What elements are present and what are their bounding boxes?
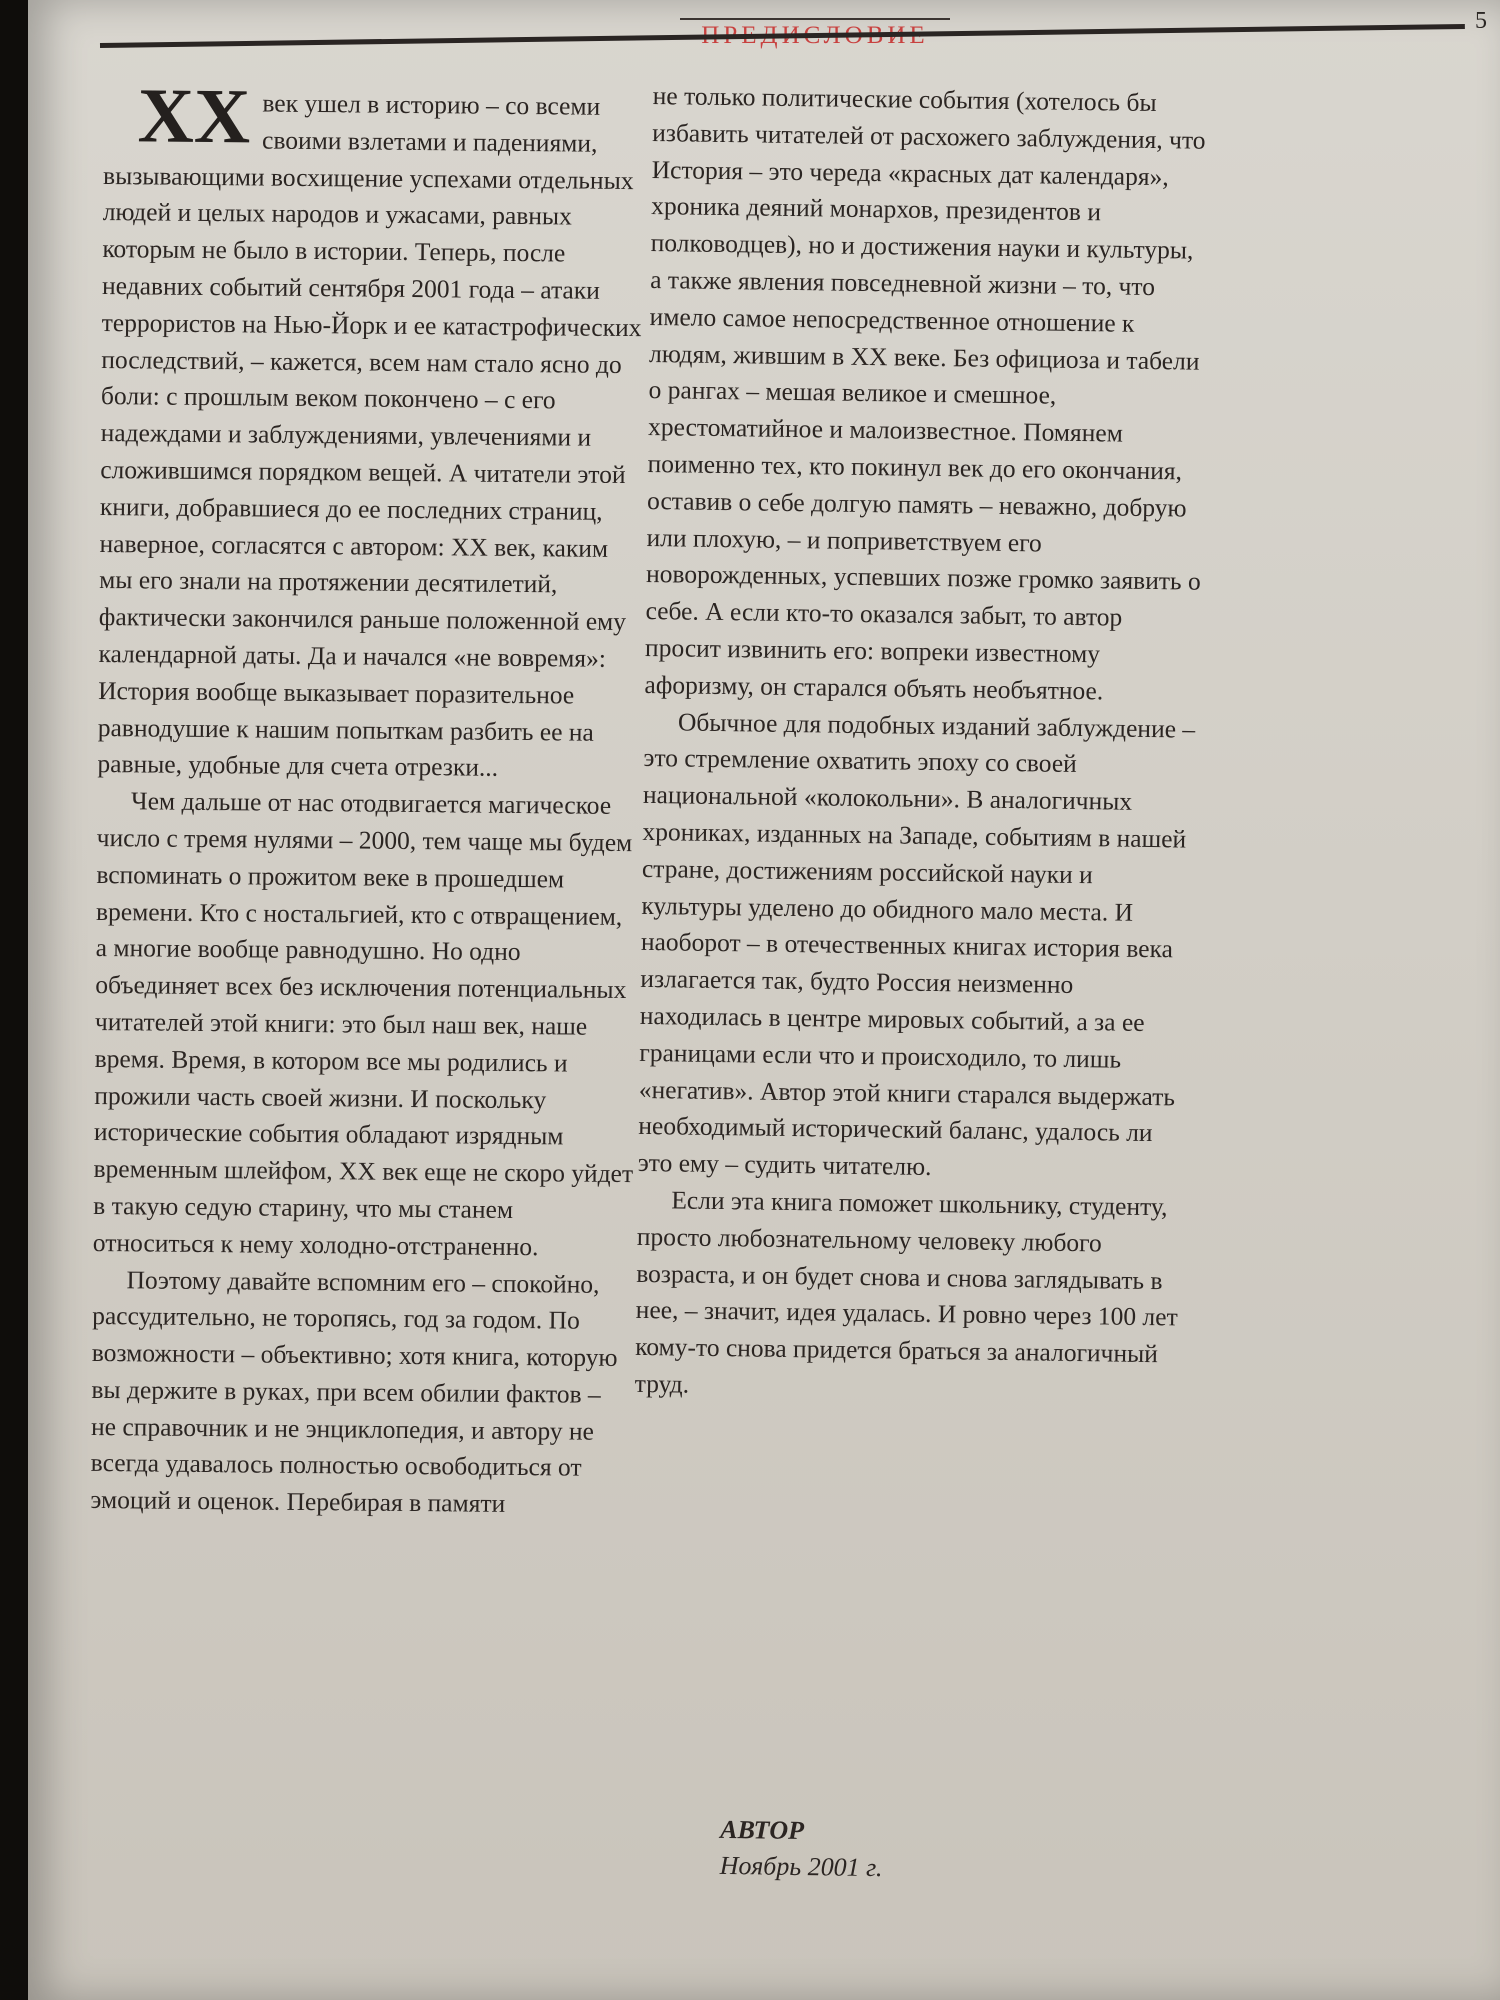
header-thin-rule [680,18,950,20]
page-number: 5 [1475,8,1487,34]
paragraph: Обычное для подобных изданий заблуждение – это стремление охватить эпоху со своей национальной «колокольни». В аналогичных хрониках, изданных на Западе, событиям в нашей стране, достижениям российской науки и культуры уделено до обидного мало места. И наоборот – в отечественных книгах история века излагается так, будто Россия неизменно находилась в центре мировых событий, а за ее границами если что и происходило, то лишь «негатив». Автор этой книги старался выдержать необходимый исторический баланс, удалось ли это ему – судить читателю. [637,706,1196,1182]
signature-author: АВТОР [720,1814,805,1846]
paragraph: Поэтому давайте вспомним его – спокойно, рассудительно, не торопясь, год за годом. По возможности – объективно; хотя книга, которую вы держите в руках, при всем обилии фактов – не справочник и не энциклопедия, и автору не всегда удавалось полностью освободиться от эмоций и оценок. Перебирая в памяти [90,1264,618,1519]
signature-date: Ноябрь 2001 г. [719,1850,883,1883]
paragraph [97,71,644,788]
left-column [90,71,644,1524]
paragraph: Чем дальше от нас отодвигается магическое число с тремя нулями – 2000, тем чаще мы будем вспоминать о прожитом веке в прошедшем времени. Кто с ностальгией, кто с отвращением, а многие вообще равнодушно. Но одно объединяет всех без исключения потенциальных читателей этой книги: это был наш век, наше время. Время, в котором все мы родились и прожили часть своей жизни. И поскольку исторические события обладают изрядным временным шлейфом, XX век еще не скоро уйдет в такую седую старину, что мы станем относиться к нему холодно-отстраненно. [92,786,634,1261]
paragraph: Если эта книга поможет школьнику, студенту, просто любознательному человеку любого возраста, и он будет снова и снова заглядывать в нее, – значит, идея удалась. И ровно через 100 лет кому-то снова придется браться за аналогичный труд. [634,1185,1178,1399]
right-column [635,78,1208,1410]
signature [720,1812,884,1886]
paragraph-text: век ушел в историю – со всеми своими взлетами и падениями, вызывающими восхищение успехами отдельных людей и целых народов и ужасами, равных которым не было в истории. Теперь, после недавних событий сентября 2001 года – атаки террористов на Нью-Йорк и ее катастрофических последствий, – кажется, всем нам стало ясно до боли: с прошлым веком покончено – с его надеждами и заблуждениями, увлечениями и сложившимся порядком вещей. А читатели этой книги, добравшиеся до ее последних страниц, наверное, согласятся с автором: XX век, каким мы его знали на протяжении десятилетий, фактически закончился раньше положенной ему календарной даты. Да и начался «не вовремя»: История вообще выказывает поразительное равнодушие к нашим попыткам разбить ее на равные, удобные для счета отрезки... [97,88,642,783]
paragraph: не только политические события (хотелось бы избавить читателей от расхожего заблуждения, что История – это череда «красных дат календаря», хроника деяний монархов, президентов и полководцев), но и достижения науки и культуры, а также явления повседневной жизни – то, что имело самое непосредственное отношение к людям, жившим в XX веке. Без официоза и табели о рангах – мешая великое и смешное, хрестоматийное и малоизвестное. Помянем поименно тех, кто покинул век до его окончания, оставив о себе долгую память – неважно, добрую или плохую, – и поприветствуем его новорожденных, успевших позже громко заявить о себе. А если кто-то оказался забыт, то автор просит извинить его: вопреки известному афоризму, он старался объять необъятное. [644,80,1206,706]
drop-cap: XX [137,71,251,160]
